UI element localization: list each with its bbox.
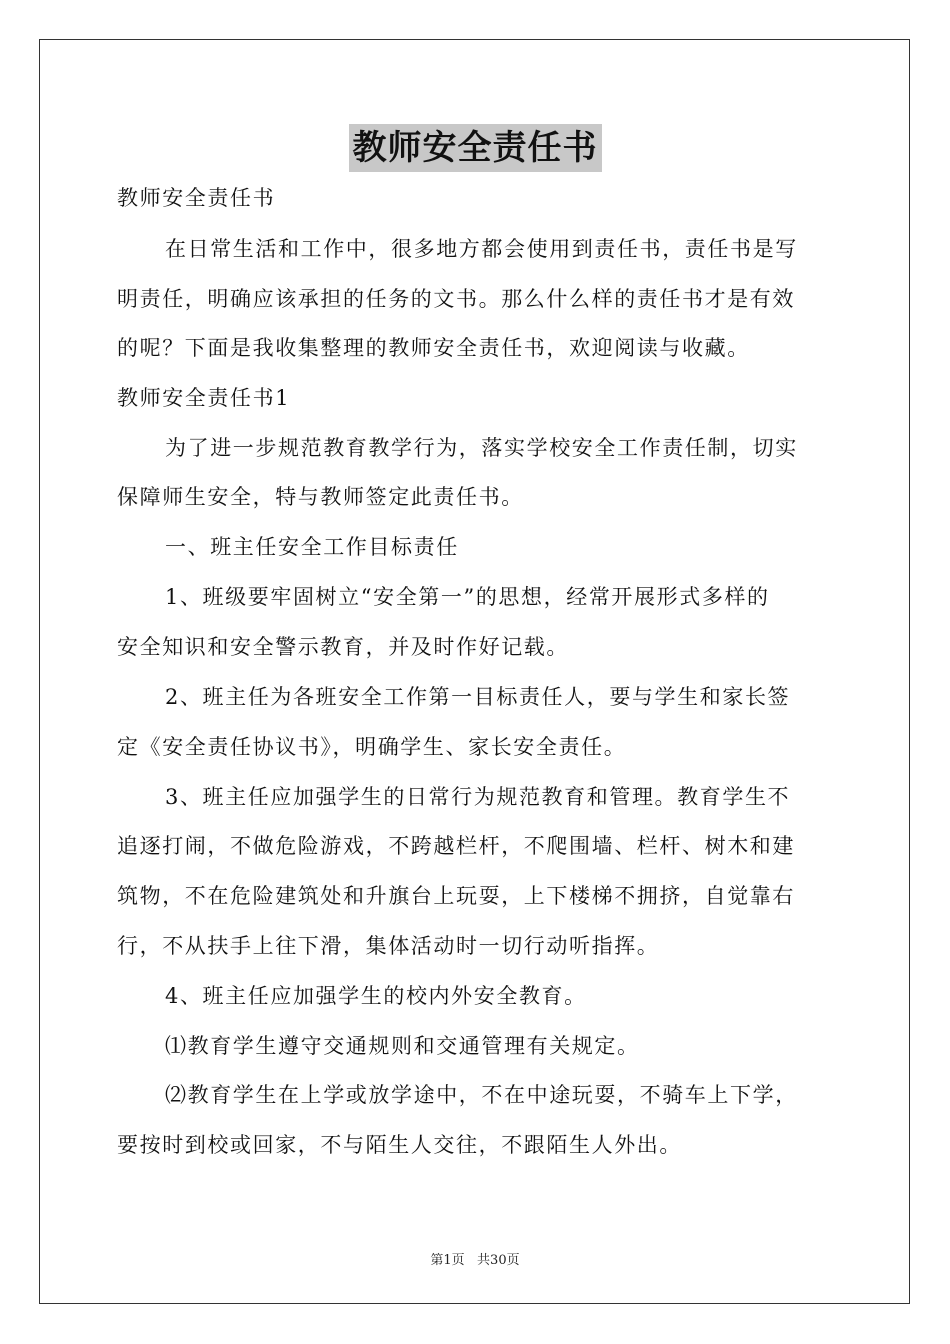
paragraph-line: 的呢？下面是我收集整理的教师安全责任书，欢迎阅读与收藏。: [117, 336, 750, 360]
paragraph-line: 在日常生活和工作中，很多地方都会使用到责任书，责任书是写: [165, 237, 798, 261]
page-number-text: 第1页 共30页: [430, 1253, 520, 1268]
paragraph-line: 明责任，明确应该承担的任务的文书。那么什么样的责任书才是有效: [117, 287, 795, 311]
document-title: 教师安全责任书: [349, 124, 602, 172]
section-heading: 教师安全责任书1: [117, 386, 291, 410]
subtitle-line: 教师安全责任书: [117, 186, 276, 210]
paragraph-line: 定《安全责任协议书》，明确学生、家长安全责任。: [117, 735, 627, 759]
paragraph-line: 4、班主任应加强学生的校内外安全教育。: [165, 984, 587, 1008]
paragraph-line: ⑴教育学生遵守交通规则和交通管理有关规定。: [165, 1034, 640, 1058]
paragraph-line: ⑵教育学生在上学或放学途中，不在中途玩耍，不骑车上下学，: [165, 1083, 798, 1107]
paragraph-line: 1、班级要牢固树立“安全第一”的思想，经常开展形式多样的: [165, 585, 770, 609]
page-footer: [0, 1249, 950, 1268]
paragraph-line: 一、班主任安全工作目标责任: [165, 535, 459, 559]
paragraph-line: 2、班主任为各班安全工作第一目标责任人，要与学生和家长签: [165, 685, 791, 709]
paragraph-line: 筑物，不在危险建筑处和升旗台上玩耍，上下楼梯不拥挤，自觉靠右: [117, 884, 795, 908]
paragraph-line: 3、班主任应加强学生的日常行为规范教育和管理。教育学生不: [165, 785, 791, 809]
paragraph-line: 安全知识和安全警示教育，并及时作好记载。: [117, 635, 569, 659]
paragraph-line: 为了进一步规范教育教学行为，落实学校安全工作责任制，切实: [165, 436, 798, 460]
page-border: [39, 39, 910, 1304]
paragraph-line: 保障师生安全，特与教师签定此责任书。: [117, 485, 524, 509]
paragraph-line: 要按时到校或回家，不与陌生人交往，不跟陌生人外出。: [117, 1133, 682, 1157]
title-container: [0, 124, 950, 172]
paragraph-line: 行，不从扶手上往下滑，集体活动时一切行动听指挥。: [117, 934, 660, 958]
paragraph-line: 追逐打闹，不做危险游戏，不跨越栏杆，不爬围墙、栏杆、树木和建: [117, 834, 795, 858]
